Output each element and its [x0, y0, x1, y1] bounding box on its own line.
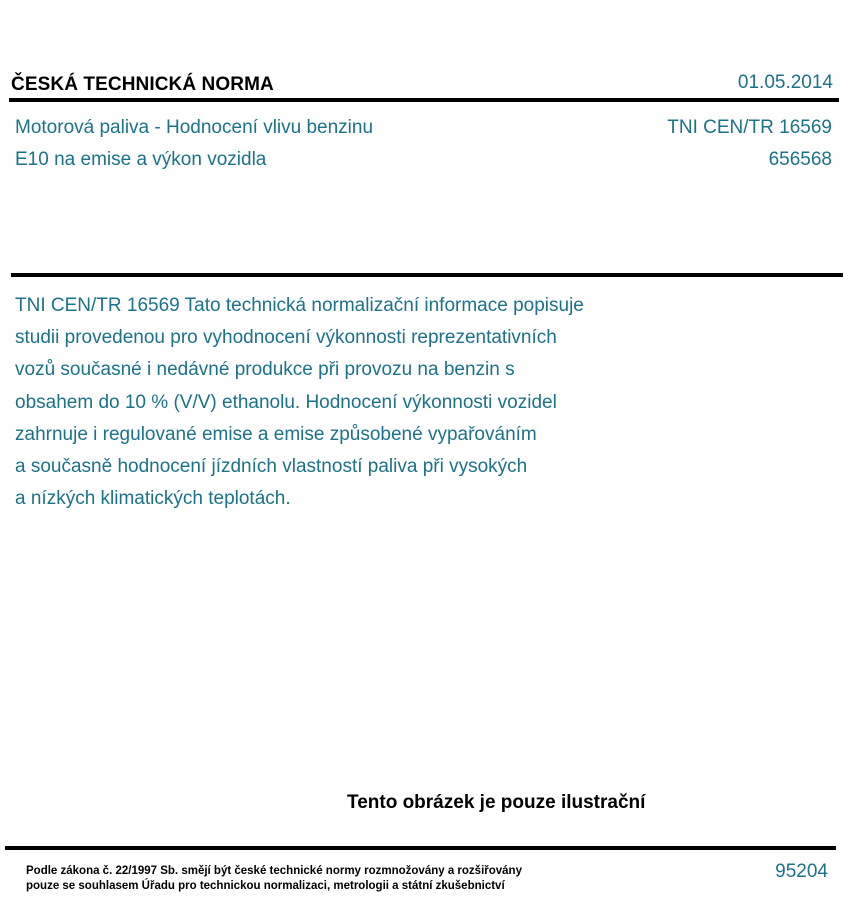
footer-divider [5, 846, 836, 850]
legal-notice-line-1: Podle zákona č. 22/1997 Sb. smějí být české technické normy rozmnožovány a rozšiřovány [26, 865, 522, 877]
footer-number: 95204 [775, 861, 828, 882]
abstract-line: zahrnuje i regulované emise a emise způsobené vypařováním [15, 423, 537, 445]
legal-notice [26, 864, 522, 894]
abstract-line: TNI CEN/TR 16569 Tato technická normalizační informace popisuje [15, 295, 584, 316]
abstract-line: obsahem do 10 % (V/V) ethanolu. Hodnocení výkonnosti vozidel [15, 391, 557, 413]
abstract-line: a nízkých klimatických teplotách. [15, 488, 291, 510]
standard-code: TNI CEN/TR 16569 [667, 117, 832, 138]
abstract-line: a současně hodnocení jízdních vlastností paliva při vysokých [15, 456, 528, 478]
legal-notice-line-2: pouze se souhlasem Úřadu pro technickou normalizaci, metrologii a státní zkušebnictví [26, 880, 505, 892]
abstract [15, 290, 675, 515]
document-header-title: ČESKÁ TECHNICKÁ NORMA [11, 74, 274, 95]
header-divider [9, 98, 839, 102]
standard-title-line-2: E10 na emise a výkon vozidla [15, 149, 267, 170]
section-divider [11, 273, 843, 277]
publication-date: 01.05.2014 [737, 72, 833, 93]
abstract-line: studii provedenou pro vyhodnocení výkonnosti reprezentativních [15, 327, 557, 349]
illustration-note: Tento obrázek je pouze ilustrační [347, 792, 646, 813]
catalog-number: 656568 [768, 149, 832, 170]
abstract-line: vozů současné i nedávné produkce při provozu na benzin s [15, 359, 515, 381]
standard-title-line-1: Motorová paliva - Hodnocení vlivu benzinu [15, 117, 374, 138]
